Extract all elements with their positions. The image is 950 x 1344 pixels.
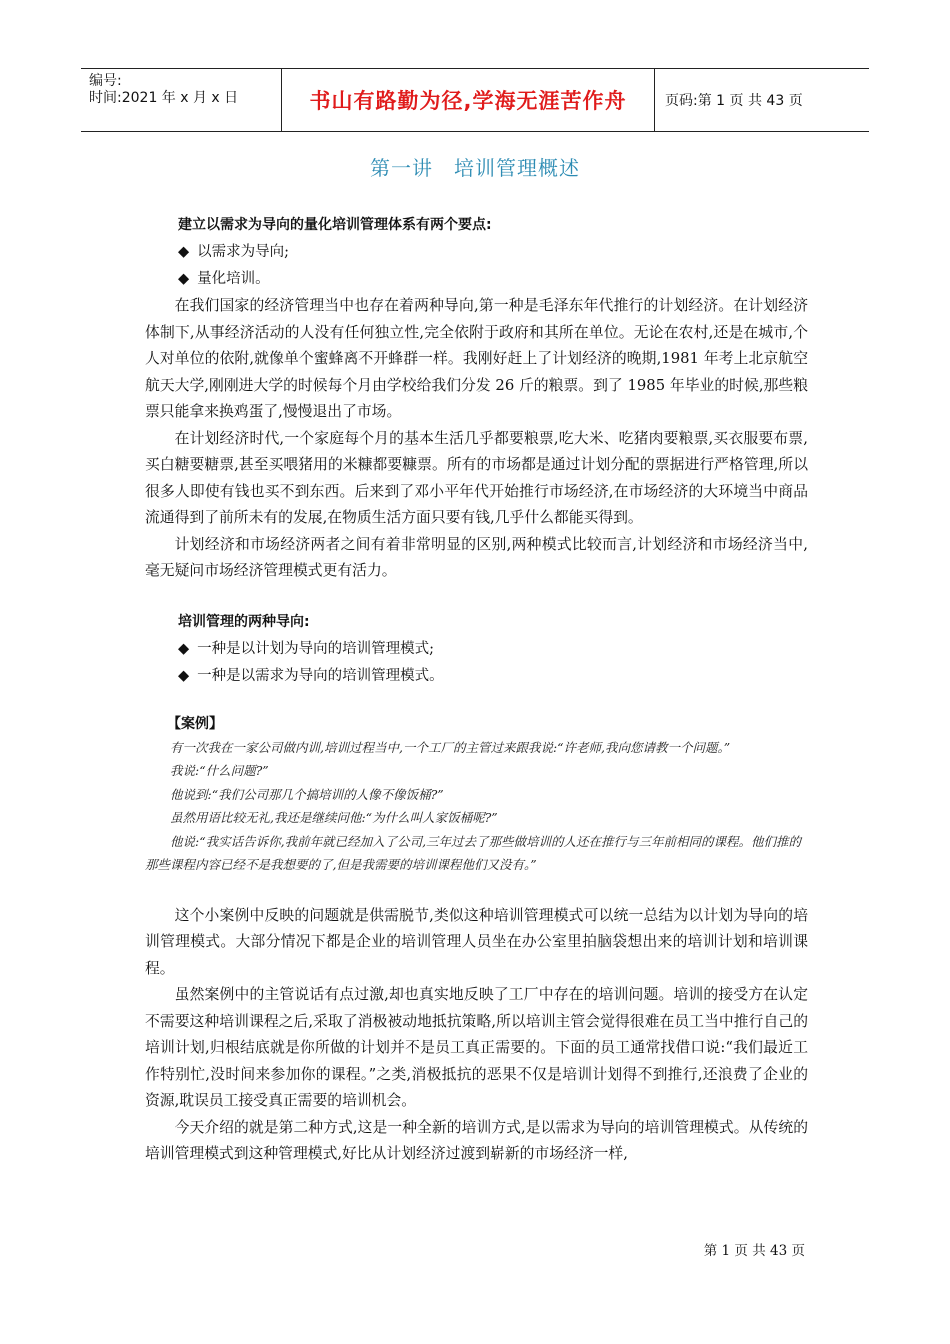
paragraph: 在计划经济时代,一个家庭每个月的基本生活几乎都要粮票,吃大米、吃猪肉要粮票,买衣服要布票,买白糖要糖票,甚至买喂猪用的米糠都要糠票。所有的市场都是通过计划分配的票据进行严格管理,所以很多人即使有钱也买不到东西。后来到了邓小平年代开始推行市场经济,在市场经济的大环境当中商品流通得到了前所未有的发展,在物质生活方面只要有钱,几乎什么都能买得到。 xyxy=(145,429,808,526)
paragraph: 今天介绍的就是第二种方式,这是一种全新的培训方式,是以需求为导向的培训管理模式。从传统的培训管理模式到这种管理模式,好比从计划经济过渡到崭新的市场经济一样, xyxy=(145,1118,808,1162)
bullet-item xyxy=(145,636,808,663)
section-heading: 培训管理的两种导向: xyxy=(178,613,310,630)
paragraph: 虽然案例中的主管说话有点过激,却也真实地反映了工厂中存在的培训问题。培训的接受方在认定不需要这种培训课程之后,采取了消极被动地抵抗策略,所以培训主管会觉得很难在员工当中推行自己的培训计划,归根结底就是你所做的计划并不是员工真正需要的。下面的员工通常找借口说:“我们最近工作特别忙,没时间来参加你的课程。”之类,消极抵抗的恶果不仅是培训计划得不到推行,还浪费了企业的资源,耽误员工接受真正需要的培训机会。 xyxy=(145,986,808,1109)
diamond-bullet-icon: ◆ xyxy=(178,271,190,287)
document-body xyxy=(145,212,808,1168)
case-title: 【案例】 xyxy=(167,715,223,732)
page-title: 第一讲 培训管理概述 xyxy=(370,156,580,180)
header-page-info-cell xyxy=(655,69,869,131)
diamond-bullet-icon: ◆ xyxy=(178,667,190,684)
diamond-bullet-icon: ◆ xyxy=(178,244,190,260)
paragraph: 在我们国家的经济管理当中也存在着两种导向,第一种是毛泽东年代推行的计划经济。在计划经济体制下,从事经济活动的人没有任何独立性,完全依附于政府和其所在单位。无论在农村,还是在城市,个人对单位的依附,就像单个蜜蜂离不开蜂群一样。我刚好赶上了计划经济的晚期,1981 年考上北京航空航天大学,刚刚进大学的时候每个月由学校给我们分发 26 斤的粮票。到了 1985 年毕业的时候,那些粮票只能拿来换鸡蛋了,慢慢退出了市场。 xyxy=(145,297,808,420)
bullet-text: 以需求为导向; xyxy=(197,244,290,260)
case-line: 他说:“我实话告诉你,我前年就已经加入了公司,三年过去了那些做培训的人还在推行与三年前相同的课程。他们推的那些课程内容已经不是我想要的了,但是我需要的培训课程他们又没有。” xyxy=(145,833,802,872)
case-line: 我说:“什么问题?” xyxy=(170,763,269,778)
case-line: 有一次我在一家公司做内训,培训过程当中,一个工厂的主管过来跟我说:“许老师,我向您请教一个问题。” xyxy=(170,739,731,755)
diamond-bullet-icon: ◆ xyxy=(178,640,190,657)
paragraph: 这个小案例中反映的问题就是供需脱节,类似这种培训管理模式可以统一总结为以计划为导向的培训管理模式。大部分情况下都是企业的培训管理人员坐在办公室里拍脑袋想出来的培训计划和培训课程。 xyxy=(145,906,808,977)
bullet-text: 一种是以需求为导向的培训管理模式。 xyxy=(197,667,444,684)
bullet-text: 一种是以计划为导向的培训管理模式; xyxy=(197,640,435,657)
header-meta xyxy=(81,69,281,131)
paragraph: 计划经济和市场经济两者之间有着非常明显的区别,两种模式比较而言,计划经济和市场经济当中,毫无疑问市场经济管理模式更有活力。 xyxy=(145,535,808,579)
section-heading: 建立以需求为导向的量化培训管理体系有两个要点: xyxy=(178,217,492,233)
header-motto-cell xyxy=(281,69,655,131)
case-line: 他说到:“我们公司那几个搞培训的人像不像饭桶?” xyxy=(170,786,444,802)
number-label: 编号: xyxy=(89,73,122,89)
bullet-item xyxy=(145,239,808,266)
page-header xyxy=(81,68,869,132)
page-info: 页码:第 1 页 共 43 页 xyxy=(665,93,803,109)
date-label: 时间:2021 年 x 月 x 日 xyxy=(89,90,239,106)
bullet-item xyxy=(145,266,808,293)
bullet-text: 量化培训。 xyxy=(197,271,270,287)
page-footer: 第 1 页 共 43 页 xyxy=(703,1243,805,1259)
bullet-item xyxy=(145,663,808,690)
case-line: 虽然用语比较无礼,我还是继续问他:“为什么叫人家饭桶呢?” xyxy=(170,810,498,825)
motto: 书山有路勤为径,学海无涯苦作舟 xyxy=(309,89,627,113)
